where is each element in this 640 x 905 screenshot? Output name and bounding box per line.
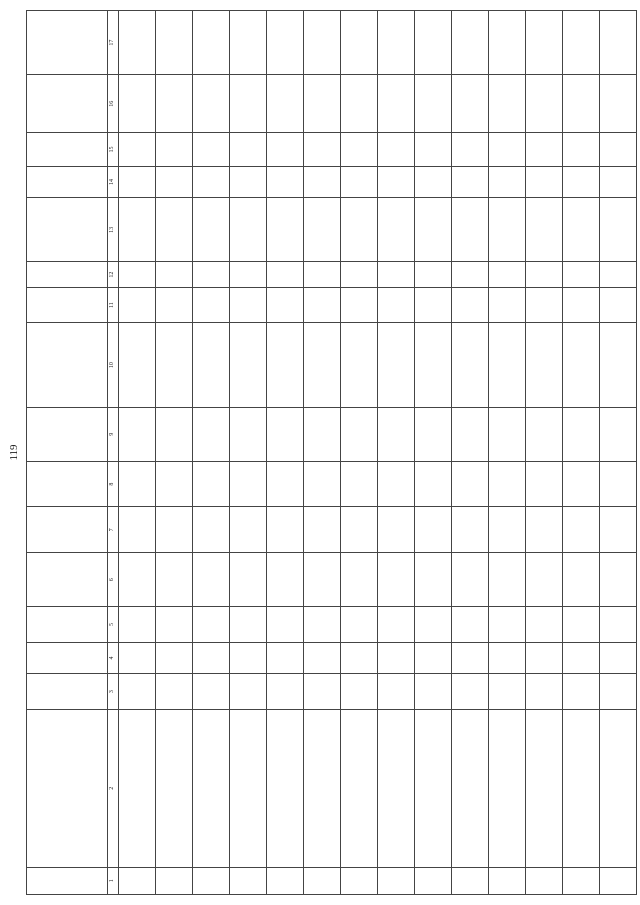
table-cell: [489, 607, 526, 643]
table-cell: [489, 642, 526, 674]
table-cell: [526, 323, 563, 407]
table-cell: [304, 323, 341, 407]
table-cell: [452, 674, 489, 710]
column-number: 12: [108, 262, 119, 287]
table-cell: [341, 709, 378, 867]
table-cell: [267, 133, 304, 167]
table-cell: [452, 461, 489, 507]
table-cell: [304, 461, 341, 507]
column-number: 8: [108, 461, 119, 507]
table-header-row: [27, 11, 108, 895]
table-cell: [600, 133, 637, 167]
table-cell: [267, 642, 304, 674]
table-cell: [119, 642, 156, 674]
table-cell: [267, 709, 304, 867]
table-cell: [378, 607, 415, 643]
table-cell: [563, 75, 600, 133]
table-cell: [378, 867, 415, 894]
table-cell: [600, 75, 637, 133]
table-cell: [452, 553, 489, 607]
column-number: 3: [108, 674, 119, 710]
table-cell: [452, 642, 489, 674]
column-header: [27, 461, 108, 507]
table-cell: [489, 287, 526, 323]
table-cell: [600, 407, 637, 461]
table-cell: [600, 198, 637, 262]
table-cell: [489, 11, 526, 75]
table-cell: [230, 323, 267, 407]
table-cell: [415, 507, 452, 553]
table-cell: [489, 867, 526, 894]
column-header: [27, 674, 108, 710]
table-cell: [526, 553, 563, 607]
table-cell: [563, 407, 600, 461]
table-cell: [378, 166, 415, 198]
column-number: 1: [108, 867, 119, 894]
table-cell: [600, 642, 637, 674]
table-cell: [378, 287, 415, 323]
table-cell: [378, 709, 415, 867]
table-cell: [193, 287, 230, 323]
table-cell: [341, 674, 378, 710]
table-cell: [156, 607, 193, 643]
table-cell: [489, 166, 526, 198]
table-cell: [156, 133, 193, 167]
table-cell: [230, 553, 267, 607]
table-cell: [193, 166, 230, 198]
table-cell: [452, 407, 489, 461]
table-cell: [304, 11, 341, 75]
table-cell: [378, 407, 415, 461]
table-cell: [600, 607, 637, 643]
table-cell: [230, 642, 267, 674]
table-cell: [452, 287, 489, 323]
table-cell: [230, 287, 267, 323]
page-number: 119: [8, 444, 20, 461]
table-cell: [156, 287, 193, 323]
table-cell: [600, 709, 637, 867]
table-cell: [267, 507, 304, 553]
table-cell: [341, 198, 378, 262]
table-row: [563, 11, 600, 895]
table-cell: [267, 11, 304, 75]
column-number: 17: [108, 11, 119, 75]
table-cell: [526, 674, 563, 710]
table-row: [230, 11, 267, 895]
table-cell: [341, 166, 378, 198]
table-cell: [415, 11, 452, 75]
column-header: [27, 642, 108, 674]
table-cell: [230, 461, 267, 507]
data-table: [26, 10, 637, 895]
table-cell: [304, 287, 341, 323]
table-cell: [489, 133, 526, 167]
column-header: [27, 407, 108, 461]
table-cell: [156, 166, 193, 198]
table-cell: [378, 133, 415, 167]
table-cell: [563, 133, 600, 167]
column-number: 14: [108, 166, 119, 198]
column-header: [27, 75, 108, 133]
table-cell: [452, 133, 489, 167]
table-cell: [119, 709, 156, 867]
table-cell: [267, 287, 304, 323]
table-cell: [489, 461, 526, 507]
table-cell: [156, 11, 193, 75]
table-cell: [415, 323, 452, 407]
table-cell: [156, 867, 193, 894]
table-cell: [304, 642, 341, 674]
table-cell: [193, 642, 230, 674]
table-cell: [119, 607, 156, 643]
table-cell: [452, 607, 489, 643]
table-row: [156, 11, 193, 895]
table-cell: [526, 407, 563, 461]
table-cell: [452, 166, 489, 198]
table-cell: [304, 133, 341, 167]
table-cell: [304, 507, 341, 553]
table-cell: [415, 867, 452, 894]
table-cell: [526, 133, 563, 167]
table-cell: [267, 166, 304, 198]
table-cell: [489, 323, 526, 407]
table-cell: [119, 867, 156, 894]
table-cell: [304, 607, 341, 643]
table-cell: [230, 262, 267, 287]
table-cell: [267, 198, 304, 262]
table-cell: [526, 867, 563, 894]
table-cell: [341, 642, 378, 674]
table-cell: [415, 607, 452, 643]
table-cell: [304, 867, 341, 894]
table-cell: [563, 461, 600, 507]
table-cell: [563, 198, 600, 262]
table-cell: [304, 198, 341, 262]
table-cell: [378, 11, 415, 75]
table-cell: [600, 553, 637, 607]
column-number: 2: [108, 709, 119, 867]
table-cell: [119, 674, 156, 710]
table-cell: [341, 461, 378, 507]
table-cell: [119, 323, 156, 407]
table-cell: [600, 287, 637, 323]
table-cell: [526, 287, 563, 323]
table-cell: [341, 323, 378, 407]
table-cell: [193, 461, 230, 507]
table-cell: [415, 407, 452, 461]
table-row: [267, 11, 304, 895]
table-row: [119, 11, 156, 895]
column-header: [27, 133, 108, 167]
table-cell: [156, 198, 193, 262]
table-cell: [230, 166, 267, 198]
table-cell: [193, 11, 230, 75]
table-cell: [489, 507, 526, 553]
table-row: [341, 11, 378, 895]
table-cell: [267, 262, 304, 287]
column-number: 4: [108, 642, 119, 674]
table-cell: [119, 553, 156, 607]
table-cell: [415, 287, 452, 323]
table-cell: [563, 709, 600, 867]
table-cell: [119, 407, 156, 461]
table-cell: [563, 11, 600, 75]
table-cell: [230, 407, 267, 461]
table-cell: [230, 133, 267, 167]
table-row: [526, 11, 563, 895]
table-cell: [378, 553, 415, 607]
table-cell: [193, 507, 230, 553]
table-cell: [415, 674, 452, 710]
table-cell: [193, 607, 230, 643]
table-cell: [156, 507, 193, 553]
table-cell: [119, 461, 156, 507]
table-cell: [563, 607, 600, 643]
table-cell: [489, 407, 526, 461]
table-cell: [341, 407, 378, 461]
table-cell: [415, 198, 452, 262]
table-cell: [415, 262, 452, 287]
table-cell: [563, 166, 600, 198]
table-cell: [156, 553, 193, 607]
table-cell: [526, 166, 563, 198]
column-number: 15: [108, 133, 119, 167]
table-cell: [267, 407, 304, 461]
table-cell: [119, 75, 156, 133]
table-cell: [193, 323, 230, 407]
table-cell: [526, 642, 563, 674]
column-number: 13: [108, 198, 119, 262]
table-cell: [600, 166, 637, 198]
table-cell: [452, 198, 489, 262]
table-cell: [267, 75, 304, 133]
table-cell: [230, 607, 267, 643]
table-cell: [526, 507, 563, 553]
table-cell: [415, 642, 452, 674]
table-cell: [489, 75, 526, 133]
column-number: 9: [108, 407, 119, 461]
table-cell: [600, 867, 637, 894]
table-row: [304, 11, 341, 895]
table-cell: [304, 75, 341, 133]
table-cell: [119, 11, 156, 75]
column-header: [27, 709, 108, 867]
table-cell: [600, 262, 637, 287]
table-cell: [378, 198, 415, 262]
table-cell: [563, 262, 600, 287]
table-cell: [341, 867, 378, 894]
table-cell: [230, 674, 267, 710]
table-cell: [119, 507, 156, 553]
column-header: [27, 166, 108, 198]
column-number: 5: [108, 607, 119, 643]
table-cell: [267, 461, 304, 507]
table-cell: [526, 11, 563, 75]
table-cell: [119, 262, 156, 287]
column-number: 11: [108, 287, 119, 323]
table-row: [378, 11, 415, 895]
table-cell: [489, 553, 526, 607]
table-cell: [563, 507, 600, 553]
table-cell: [378, 75, 415, 133]
table-cell: [452, 75, 489, 133]
table-cell: [563, 323, 600, 407]
table-cell: [304, 709, 341, 867]
table-cell: [452, 867, 489, 894]
table-cell: [600, 461, 637, 507]
table-cell: [378, 262, 415, 287]
table-cell: [489, 674, 526, 710]
table-cell: [526, 198, 563, 262]
column-header: [27, 607, 108, 643]
table-cell: [119, 133, 156, 167]
column-header: [27, 553, 108, 607]
table-cell: [267, 553, 304, 607]
table-cell: [193, 407, 230, 461]
table-cell: [341, 553, 378, 607]
table-cell: [378, 674, 415, 710]
table-cell: [230, 709, 267, 867]
table-cell: [378, 323, 415, 407]
table-cell: [600, 507, 637, 553]
table-cell: [563, 553, 600, 607]
table-cell: [304, 553, 341, 607]
table-cell: [341, 133, 378, 167]
table-cell: [341, 75, 378, 133]
table-row: [600, 11, 637, 895]
table-cell: [119, 287, 156, 323]
table-cell: [230, 11, 267, 75]
table-cell: [526, 75, 563, 133]
table-cell: [304, 407, 341, 461]
table-cell: [452, 11, 489, 75]
table-cell: [452, 709, 489, 867]
table-cell: [526, 262, 563, 287]
table-cell: [341, 287, 378, 323]
table-cell: [452, 323, 489, 407]
table-cell: [526, 709, 563, 867]
table-cell: [341, 11, 378, 75]
table-cell: [193, 553, 230, 607]
table-cell: [156, 323, 193, 407]
table-cell: [563, 642, 600, 674]
table-cell: [193, 867, 230, 894]
column-header: [27, 198, 108, 262]
table-cell: [119, 198, 156, 262]
table-cell: [193, 674, 230, 710]
table-cell: [156, 407, 193, 461]
table-cell: [341, 262, 378, 287]
table-cell: [193, 262, 230, 287]
table-cell: [526, 607, 563, 643]
table-cell: [378, 507, 415, 553]
table-cell: [489, 262, 526, 287]
table-cell: [415, 709, 452, 867]
column-number-row: [108, 11, 119, 895]
table-cell: [452, 507, 489, 553]
table-cell: [304, 674, 341, 710]
column-number: 10: [108, 323, 119, 407]
table-cell: [267, 674, 304, 710]
table-cell: [452, 262, 489, 287]
table-cell: [267, 607, 304, 643]
table-cell: [156, 642, 193, 674]
column-header: [27, 262, 108, 287]
table-cell: [193, 198, 230, 262]
table-cell: [378, 642, 415, 674]
table-cell: [230, 507, 267, 553]
table-cell: [156, 262, 193, 287]
table-cell: [415, 166, 452, 198]
table-cell: [304, 166, 341, 198]
table-cell: [156, 75, 193, 133]
table-row: [452, 11, 489, 895]
table-cell: [563, 867, 600, 894]
table-cell: [267, 867, 304, 894]
table-cell: [489, 709, 526, 867]
table-cell: [600, 674, 637, 710]
column-header: [27, 287, 108, 323]
column-number: 16: [108, 75, 119, 133]
table-body: [108, 11, 637, 895]
table-cell: [156, 709, 193, 867]
table-cell: [341, 607, 378, 643]
table-cell: [193, 75, 230, 133]
table-cell: [230, 75, 267, 133]
table-cell: [378, 461, 415, 507]
table-cell: [415, 461, 452, 507]
table-cell: [415, 553, 452, 607]
table-cell: [563, 287, 600, 323]
table-cell: [600, 11, 637, 75]
table-cell: [156, 461, 193, 507]
table-cell: [489, 198, 526, 262]
column-number: 7: [108, 507, 119, 553]
column-header: [27, 323, 108, 407]
column-header: [27, 11, 108, 75]
table-cell: [119, 166, 156, 198]
table-cell: [230, 867, 267, 894]
table-cell: [304, 262, 341, 287]
table-cell: [563, 674, 600, 710]
table-row: [489, 11, 526, 895]
column-number: 6: [108, 553, 119, 607]
table-cell: [526, 461, 563, 507]
column-header: [27, 867, 108, 894]
column-header: [27, 507, 108, 553]
table-cell: [600, 323, 637, 407]
table-cell: [415, 133, 452, 167]
table-row: [415, 11, 452, 895]
table-cell: [156, 674, 193, 710]
table-cell: [341, 507, 378, 553]
table-cell: [193, 709, 230, 867]
table-cell: [193, 133, 230, 167]
table-cell: [230, 198, 267, 262]
table-row: [193, 11, 230, 895]
table-cell: [267, 323, 304, 407]
table-cell: [415, 75, 452, 133]
